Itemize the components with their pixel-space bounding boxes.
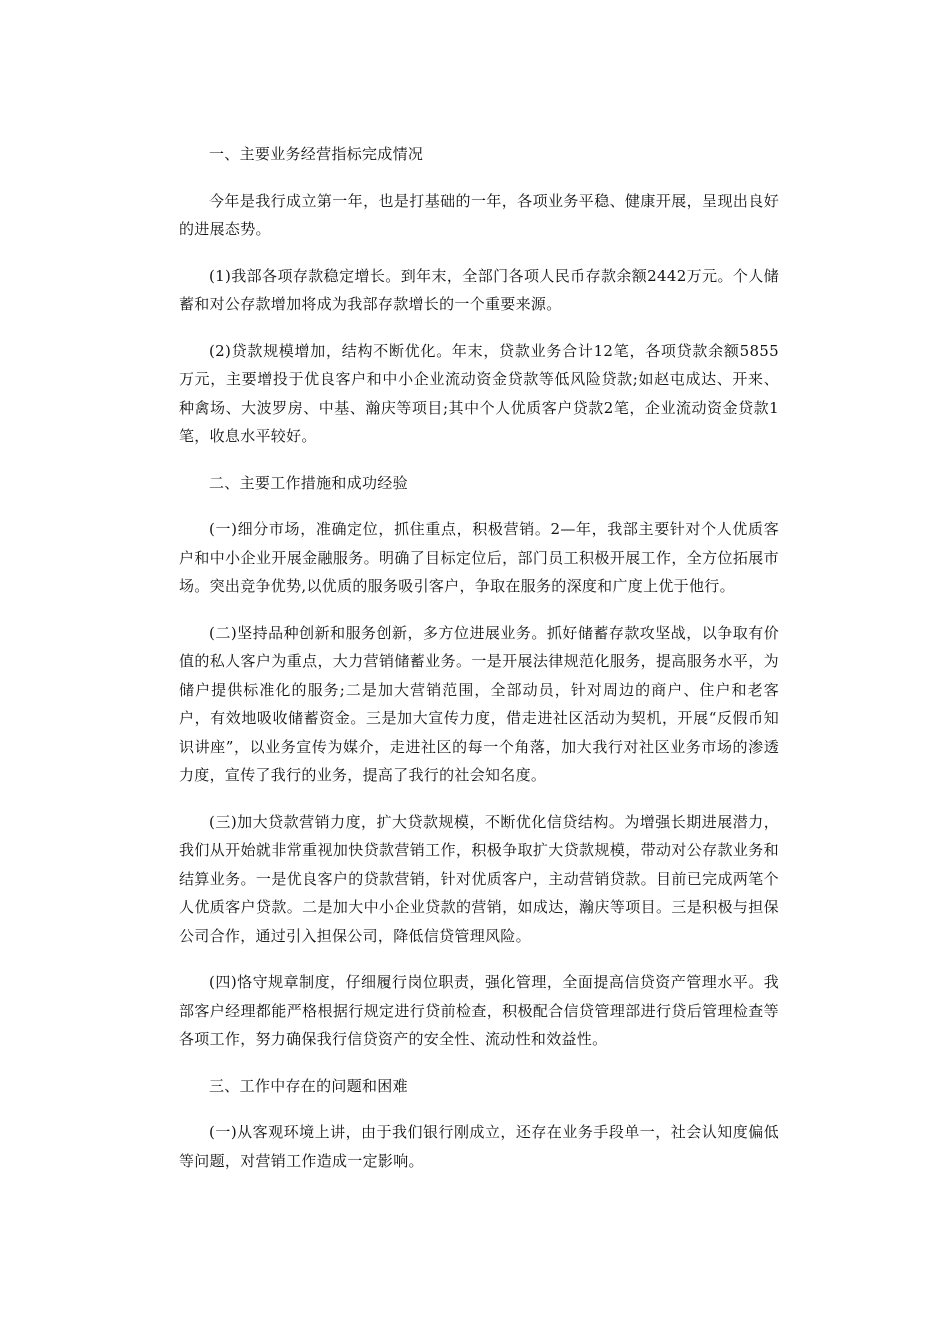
paragraph: (三)加大贷款营销力度，扩大贷款规模，不断优化信贷结构。为增强长期进展潜力，我们从开始就非常重视加快贷款营销工作，积极争取扩大贷款规模，带动对公存款业务和结算业务。一是优良客户的贷款营销，针对优质客户，主动营销贷款。目前已完成两笔个人优质客户贷款。二是加大中小企业贷款的营销，如成达，瀚庆等项目。三是积极与担保公司合作，通过引入担保公司，降低信贷管理风险。 — [179, 812, 779, 945]
document-body — [179, 140, 779, 1193]
section-heading-3: 三、工作中存在的问题和困难 — [209, 1076, 408, 1095]
paragraph: (二)坚持品种创新和服务创新，多方位进展业务。抓好储蓄存款攻坚战，以争取有价值的私人客户为重点，大力营销储蓄业务。一是开展法律规范化服务，提高服务水平，为储户提供标准化的服务;二是加大营销范围，全部动员，针对周边的商户、住户和老客户，有效地吸收储蓄资金。三是加大宣传力度，借走进社区活动为契机，开展“反假币知识讲座”，以业务宣传为媒介，走进社区的每一个角落，加大我行对社区业务市场的渗透力度，宣传了我行的业务，提高了我行的社会知名度。 — [179, 623, 779, 784]
paragraph: 今年是我行成立第一年，也是打基础的一年，各项业务平稳、健康开展，呈现出良好的进展态势。 — [179, 191, 779, 238]
paragraph: (一)从客观环境上讲，由于我们银行刚成立，还存在业务手段单一，社会认知度偏低等问题，对营销工作造成一定影响。 — [179, 1123, 779, 1170]
section-heading-2: 二、主要工作措施和成功经验 — [209, 473, 408, 492]
paragraph: (2)贷款规模增加，结构不断优化。年末，贷款业务合计12笔，各项贷款余额5855万元，主要增投于优良客户和中小企业流动资金贷款等低风险贷款;如赵屯成达、开来、种禽场、大波罗房、中基、瀚庆等项目;其中个人优质客户贷款2笔，企业流动资金贷款1笔，收息水平较好。 — [179, 341, 779, 445]
paragraph: (一)细分市场，准确定位，抓住重点，积极营销。2—年，我部主要针对个人优质客户和中小企业开展金融服务。明确了目标定位后，部门员工积极开展工作，全方位拓展市场。突出竞争优势,以优质的服务吸引客户，争取在服务的深度和广度上优于他行。 — [179, 520, 779, 595]
paragraph: (四)恪守规章制度，仔细履行岗位职责，强化管理，全面提高信贷资产管理水平。我部客户经理都能严格根据行规定进行贷前检查，积极配合信贷管理部进行贷后管理检查等各项工作，努力确保我行信贷资产的安全性、流动性和效益性。 — [179, 973, 779, 1048]
section-heading-1: 一、主要业务经营指标完成情况 — [209, 145, 424, 163]
paragraph: (1)我部各项存款稳定增长。到年末，全部门各项人民币存款余额2442万元。个人储蓄和对公存款增加将成为我部存款增长的一个重要来源。 — [179, 266, 779, 313]
